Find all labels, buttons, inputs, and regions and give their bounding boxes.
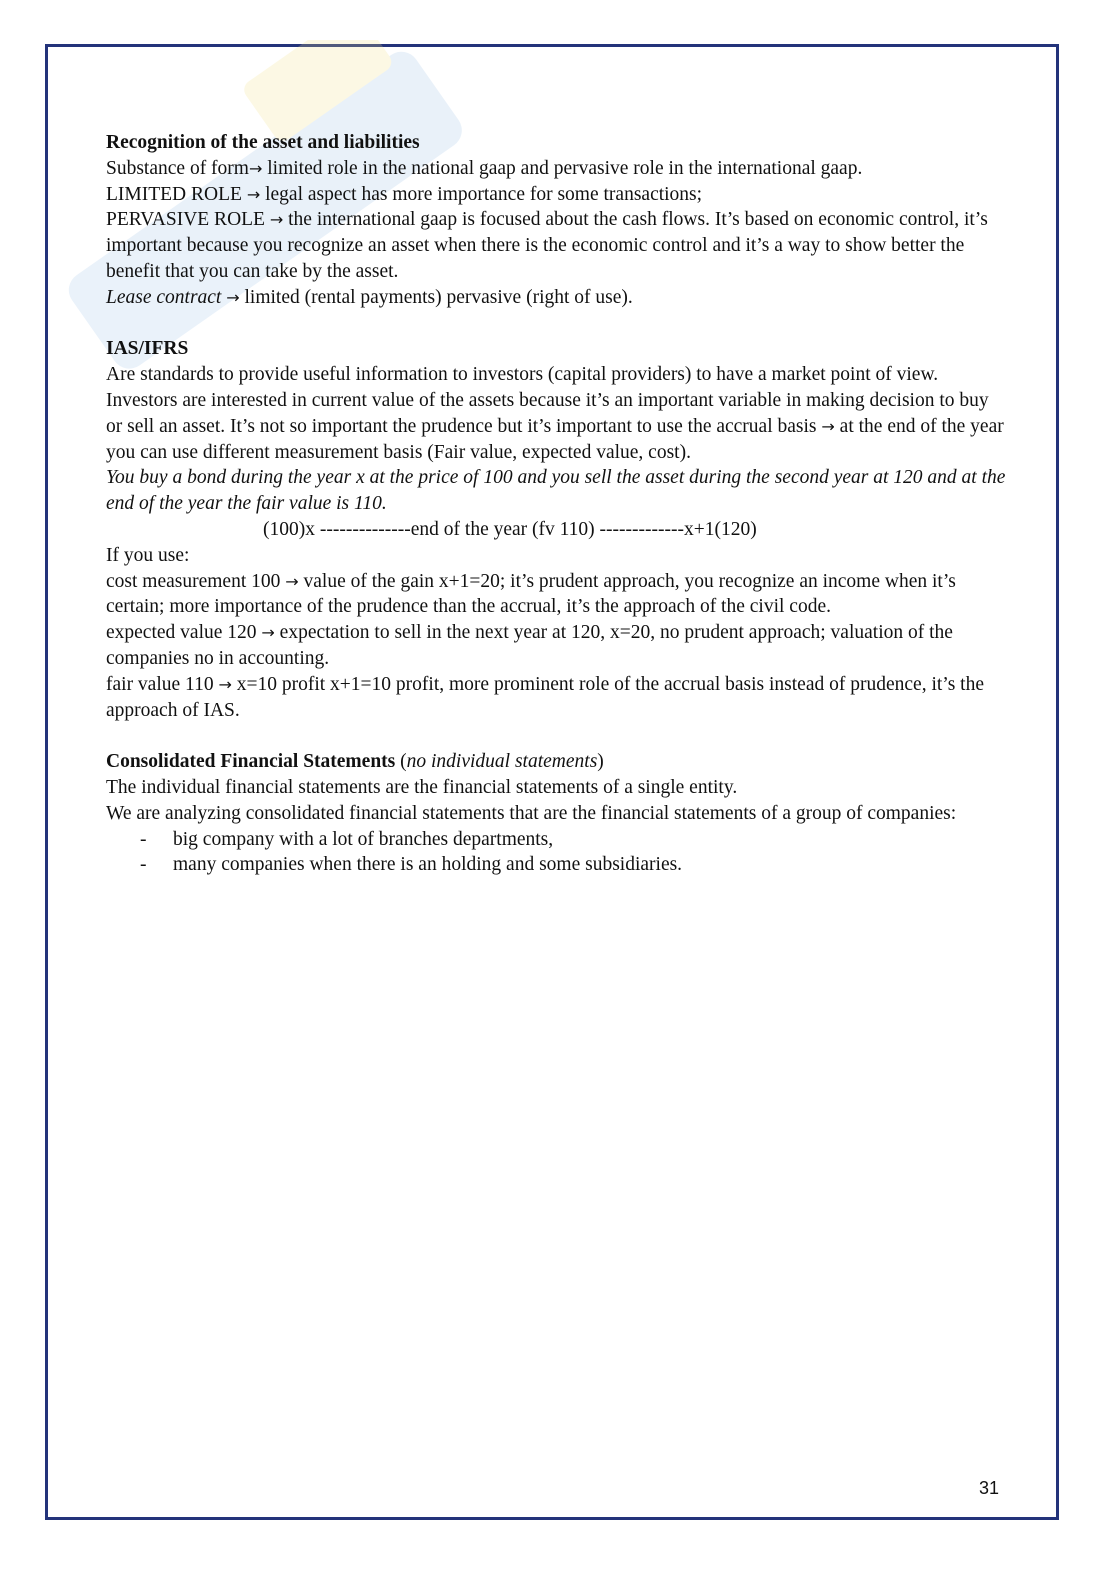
arrow-icon: →: [285, 571, 299, 591]
arrow-icon: →: [218, 674, 232, 694]
paragraph: Lease contract → limited (rental payments) pervasive (right of use).: [106, 286, 633, 308]
section-heading-ias-ifrs: IAS/IFRS: [106, 338, 189, 360]
section-heading-consolidated: Consolidated Financial Statements (no individual statements): [106, 751, 604, 773]
paragraph: Substance of form→ limited role in the national gaap and pervasive role in the international gaap.: [106, 157, 863, 179]
page-number: 31: [979, 1478, 1000, 1498]
paragraph: LIMITED ROLE → legal aspect has more importance for some transactions;: [106, 183, 703, 205]
arrow-icon: →: [821, 416, 835, 436]
paragraph: If you use:: [106, 544, 190, 566]
document-body: [106, 130, 1006, 878]
example-paragraph: You buy a bond during the year x at the price of 100 and you sell the asset during the second year at 120 and at the end of the year the fair value is 110.: [106, 467, 1006, 515]
list-item: - big company with a lot of branches departments,: [140, 828, 554, 850]
paragraph: expected value 120 → expectation to sell in the next year at 120, x=20, no prudent approach; valuation of the companies no in accounting.: [106, 622, 953, 669]
paragraph: Are standards to provide useful information to investors (capital providers) to have a market point of view. Investors are interested in current value of the assets because it’s an important variable in making decision to buy or sell an asset. It’s not so important the prudence but it’s important to use the accrual basis → at the end of the year you can use different measurement basis (Fair value, expected value, cost).: [106, 364, 1004, 463]
paragraph: The individual financial statements are the financial statements of a single entity.: [106, 776, 738, 798]
timeline: (100)x --------------end of the year (fv 110) -------------x+1(120): [263, 518, 757, 540]
arrow-icon: →: [248, 158, 263, 178]
section-heading-recognition: Recognition of the asset and liabilities: [106, 132, 420, 153]
arrow-icon: →: [226, 287, 240, 307]
paragraph: cost measurement 100 → value of the gain x+1=20; it’s prudent approach, you recognize an income when it’s certain; more importance of the prudence than the accrual, it’s the approach of the civil code.: [106, 570, 956, 618]
paragraph: We are analyzing consolidated financial statements that are the financial statements of a group of companies:: [106, 802, 957, 824]
arrow-icon: →: [246, 184, 261, 204]
paragraph: PERVASIVE ROLE → the international gaap is focused about the cash flows. It’s based on economic control, it’s important because you recognize an asset when there is the economic control and it’s a way to show better the benefit that you can take by the asset.: [106, 209, 988, 282]
arrow-icon: →: [269, 210, 284, 230]
list-item: - many companies when there is an holding and some subsidiaries.: [140, 854, 683, 876]
paragraph: fair value 110 → x=10 profit x+1=10 profit, more prominent role of the accrual basis instead of prudence, it’s the approach of IAS.: [106, 673, 984, 721]
arrow-icon: →: [261, 623, 275, 643]
